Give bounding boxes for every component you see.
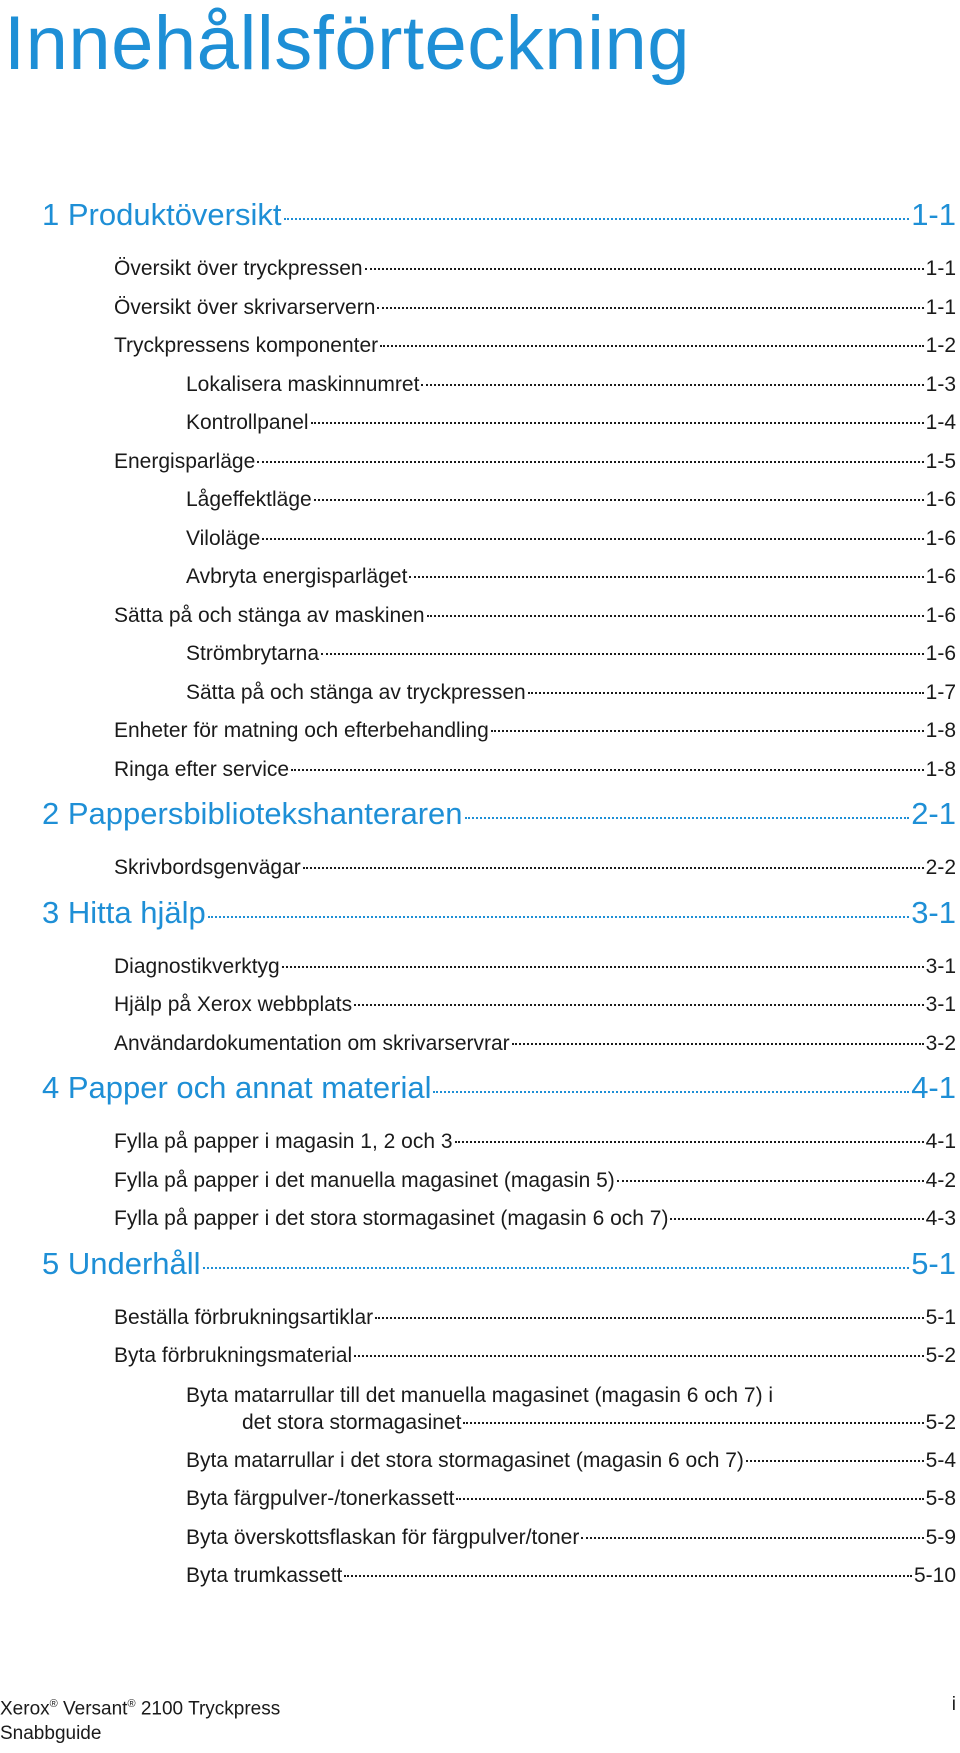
toc-entry[interactable] xyxy=(42,712,956,751)
dot-leader xyxy=(303,867,924,869)
dot-leader xyxy=(314,499,924,501)
dot-leader xyxy=(617,1180,924,1182)
registered-mark: ® xyxy=(49,1698,58,1710)
toc-entry[interactable] xyxy=(42,1442,956,1481)
table-of-contents xyxy=(42,190,956,1596)
toc-page-number: 1-3 xyxy=(925,372,956,396)
toc-entry-title: Översikt över tryckpressen xyxy=(114,257,363,280)
toc-page-number: 3-1 xyxy=(925,993,956,1016)
dot-leader xyxy=(528,692,924,694)
toc-entry[interactable] xyxy=(42,1376,956,1442)
toc-entry[interactable] xyxy=(42,1519,956,1558)
toc-entry[interactable] xyxy=(42,635,956,674)
toc-entry[interactable] xyxy=(42,1123,956,1162)
toc-entry-title: Byta matarrullar i det stora stormagasinet (magasin 6 och 7) xyxy=(186,1448,744,1472)
toc-entry-title: Byta färgpulver-/tonerkassett xyxy=(186,1487,455,1510)
toc-entry[interactable] xyxy=(42,948,956,987)
dot-leader xyxy=(421,384,923,386)
toc-entry[interactable] xyxy=(42,1337,956,1376)
toc-entry-title: Ringa efter service xyxy=(114,757,290,781)
toc-entry-title: 5 Underhåll xyxy=(42,1245,201,1281)
dot-leader xyxy=(465,817,910,819)
toc-entry-title: Avbryta energisparläget xyxy=(186,565,408,588)
footer-doc-type: Snabbguide xyxy=(0,1723,102,1745)
dot-leader xyxy=(380,345,923,347)
dot-leader xyxy=(670,1218,923,1220)
toc-page-number: 1-1 xyxy=(911,197,956,232)
toc-chapter-entry[interactable] xyxy=(42,190,956,250)
dot-leader xyxy=(282,966,924,968)
footer-product-suffix: 2100 Tryckpress xyxy=(140,1698,281,1720)
dot-leader xyxy=(491,730,924,732)
toc-entry-title: Sätta på och stänga av maskinen xyxy=(114,603,425,627)
dot-leader xyxy=(463,1422,923,1424)
dot-leader xyxy=(291,769,924,771)
toc-entry[interactable] xyxy=(42,481,956,520)
toc-entry[interactable] xyxy=(42,1299,956,1338)
toc-entry-title: Användardokumentation om skrivarservrar xyxy=(114,1031,510,1055)
toc-page-number: 1-6 xyxy=(925,603,956,627)
toc-page-number: 2-2 xyxy=(925,856,956,879)
dot-leader xyxy=(354,1355,924,1357)
toc-page-number: 5-1 xyxy=(925,1305,956,1329)
toc-entry[interactable] xyxy=(42,250,956,289)
dot-leader xyxy=(262,538,923,540)
dot-leader xyxy=(344,1575,912,1577)
toc-entry-title: Lågeffektläge xyxy=(186,488,312,511)
toc-entry-title: Hjälp på Xerox webbplats xyxy=(114,993,353,1016)
toc-entry-title: Diagnostikverktyg xyxy=(114,954,280,978)
toc-entry-title: Viloläge xyxy=(186,526,261,550)
toc-entry-title: Byta matarrullar till det manuella magasinet (magasin 6 och 7) i xyxy=(186,1383,774,1407)
toc-page-number: 4-2 xyxy=(925,1168,956,1192)
toc-entry-title: Översikt över skrivarservern xyxy=(114,295,376,319)
toc-entry-title: 3 Hitta hjälp xyxy=(42,894,206,930)
toc-entry[interactable] xyxy=(42,520,956,559)
dot-leader xyxy=(512,1043,924,1045)
toc-entry-title: Byta trumkassett xyxy=(186,1564,343,1587)
dot-leader xyxy=(365,268,924,270)
toc-page-number: 5-8 xyxy=(925,1487,956,1510)
toc-entry-title-cont: det stora stormagasinet xyxy=(242,1410,462,1434)
toc-page-number: 3-1 xyxy=(925,954,956,978)
toc-entry-title: Fylla på papper i det manuella magasinet (magasin 5) xyxy=(114,1168,615,1192)
toc-entry[interactable] xyxy=(42,404,956,443)
toc-page-number: 5-9 xyxy=(925,1525,956,1549)
toc-entry[interactable] xyxy=(42,1557,956,1596)
toc-page-number: 1-6 xyxy=(925,565,956,588)
footer-page-number: i xyxy=(951,1694,956,1715)
toc-entry-title: Fylla på papper i det stora stormagasinet (magasin 6 och 7) xyxy=(114,1207,669,1230)
toc-entry-title: Enheter för matning och efterbehandling xyxy=(114,719,489,742)
dot-leader xyxy=(746,1460,924,1462)
toc-entry-title: 1 Produktöversikt xyxy=(42,197,282,232)
dot-leader xyxy=(427,615,924,617)
toc-page-number: 1-1 xyxy=(925,295,956,319)
toc-entry-title: 2 Pappersbibliotekshanteraren xyxy=(42,796,463,831)
toc-entry-title: Byta förbrukningsmaterial xyxy=(114,1344,353,1367)
toc-page-number: 2-1 xyxy=(911,796,956,831)
toc-entry-title: Energisparläge xyxy=(114,449,256,473)
page-footer xyxy=(0,1692,956,1746)
footer-model: Versant xyxy=(63,1698,128,1720)
dot-leader xyxy=(321,653,924,655)
page-title: Innehållsförteckning xyxy=(4,1,690,86)
toc-entry[interactable] xyxy=(42,327,956,366)
toc-page-number: 3-2 xyxy=(925,1031,956,1055)
toc-entry-title: Strömbrytarna xyxy=(186,642,320,665)
toc-chapter-entry[interactable] xyxy=(42,888,956,948)
dot-leader xyxy=(581,1537,923,1539)
toc-page-number: 1-6 xyxy=(925,526,956,550)
dot-leader xyxy=(284,218,910,220)
toc-entry[interactable] xyxy=(42,289,956,328)
toc-page-number: 4-1 xyxy=(925,1130,956,1153)
toc-page-number: 1-6 xyxy=(925,488,956,511)
toc-page-number: 1-4 xyxy=(925,411,956,434)
toc-entry-title: Byta överskottsflaskan för färgpulver/toner xyxy=(186,1525,580,1549)
dot-leader xyxy=(455,1141,924,1143)
toc-entry[interactable] xyxy=(42,1200,956,1239)
toc-page-number: 5-10 xyxy=(913,1564,956,1587)
toc-entry[interactable] xyxy=(42,366,956,405)
toc-chapter-entry[interactable] xyxy=(42,1063,956,1123)
toc-entry-title: Kontrollpanel xyxy=(186,411,309,434)
toc-entry[interactable] xyxy=(42,849,956,888)
toc-entry[interactable] xyxy=(42,751,956,790)
toc-entry-continuation xyxy=(186,1409,956,1436)
dot-leader xyxy=(257,461,923,463)
toc-chapter-entry[interactable] xyxy=(42,1239,956,1299)
toc-page-number: 1-2 xyxy=(925,334,956,357)
toc-entry[interactable] xyxy=(42,558,956,597)
toc-entry[interactable] xyxy=(42,1480,956,1519)
toc-page-number: 4-3 xyxy=(925,1207,956,1230)
toc-page-number: 5-4 xyxy=(925,1448,956,1472)
toc-entry-title: Fylla på papper i magasin 1, 2 och 3 xyxy=(114,1130,453,1153)
toc-page-number: 5-2 xyxy=(925,1410,956,1434)
dot-leader xyxy=(208,916,909,918)
toc-page-number: 1-6 xyxy=(925,642,956,665)
toc-page-number: 5-1 xyxy=(911,1245,956,1281)
toc-entry[interactable] xyxy=(42,986,956,1025)
toc-page-number: 3-1 xyxy=(911,894,956,930)
dot-leader xyxy=(354,1004,924,1006)
dot-leader xyxy=(377,307,923,309)
footer-brand: Xerox xyxy=(0,1698,50,1720)
toc-page-number: 1-1 xyxy=(925,257,956,280)
toc-page-number: 1-8 xyxy=(925,719,956,742)
toc-entry-title: Lokalisera maskinnumret xyxy=(186,372,420,396)
registered-mark: ® xyxy=(127,1698,136,1710)
toc-page-number: 1-5 xyxy=(925,449,956,473)
toc-entry-title: Sätta på och stänga av tryckpressen xyxy=(186,680,526,704)
toc-page-number: 4-1 xyxy=(911,1070,956,1105)
dot-leader xyxy=(456,1498,923,1500)
dot-leader xyxy=(375,1317,924,1319)
toc-entry-title: Skrivbordsgenvägar xyxy=(114,856,301,879)
toc-page-number: 1-8 xyxy=(925,757,956,781)
footer-product-name xyxy=(0,1692,956,1721)
dot-leader xyxy=(311,422,924,424)
toc-page-number: 5-2 xyxy=(925,1344,956,1367)
toc-entry[interactable] xyxy=(42,1025,956,1064)
toc-page-number: 1-7 xyxy=(925,680,956,704)
toc-entry[interactable] xyxy=(42,674,956,713)
toc-entry[interactable] xyxy=(42,597,956,636)
dot-leader xyxy=(433,1091,909,1093)
toc-chapter-entry[interactable] xyxy=(42,789,956,849)
toc-entry-title: Beställa förbrukningsartiklar xyxy=(114,1305,374,1329)
dot-leader xyxy=(409,576,923,578)
toc-entry[interactable] xyxy=(42,443,956,482)
toc-entry-title: Tryckpressens komponenter xyxy=(114,334,379,357)
toc-entry-title: 4 Papper och annat material xyxy=(42,1070,432,1105)
dot-leader xyxy=(203,1267,910,1269)
toc-entry[interactable] xyxy=(42,1162,956,1201)
